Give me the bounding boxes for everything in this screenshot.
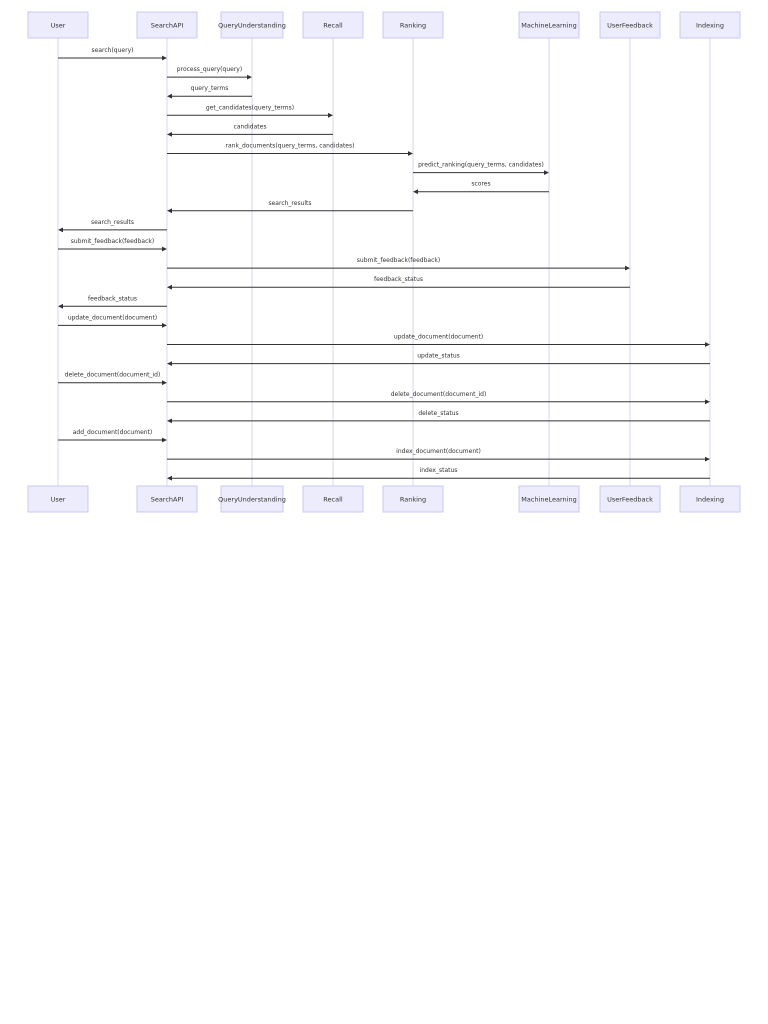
message-4	[167, 104, 333, 117]
message-19	[167, 391, 710, 404]
participant-label: User	[50, 495, 66, 504]
participant-indexing-top	[680, 12, 740, 38]
message-arrowhead	[167, 132, 172, 137]
message-11	[58, 238, 167, 251]
message-15	[58, 314, 167, 327]
participant-user-bottom	[28, 486, 88, 512]
message-label: submit_feedback(feedback)	[70, 238, 155, 245]
participant-user-top	[28, 12, 88, 38]
message-arrowhead	[247, 75, 252, 80]
participant-machinelearning-top	[519, 12, 579, 38]
participant-label: Ranking	[399, 495, 427, 504]
message-arrowhead	[408, 151, 413, 156]
message-18	[58, 372, 167, 385]
message-label: index_document(document)	[396, 448, 481, 456]
message-arrowhead	[58, 304, 63, 309]
message-arrowhead	[167, 94, 172, 99]
message-label: submit_feedback(feedback)	[356, 257, 441, 265]
participant-machinelearning-bottom	[519, 486, 579, 512]
participant-searchapi-top	[137, 12, 197, 38]
messages	[58, 47, 710, 481]
participant-userfeedback-bottom	[600, 486, 660, 512]
participant-searchapi-bottom	[137, 486, 197, 512]
participant-label: Indexing	[696, 495, 724, 504]
participant-label: UserFeedback	[607, 21, 653, 30]
message-label: delete_document(document_id)	[64, 371, 161, 379]
message-2	[167, 66, 252, 79]
message-label: search_results	[90, 218, 135, 226]
participant-indexing-bottom	[680, 486, 740, 512]
message-arrowhead	[413, 189, 418, 194]
message-23	[167, 467, 710, 480]
participant-label: UserFeedback	[607, 495, 653, 504]
message-6	[167, 143, 413, 156]
message-arrowhead	[625, 266, 630, 271]
message-label: feedback_status	[374, 276, 423, 284]
participant-label: User	[50, 21, 66, 30]
message-label: candidates	[233, 123, 267, 131]
participant-label: QueryUnderstanding	[218, 21, 286, 30]
message-label: rank_documents(query_terms, candidates)	[225, 142, 355, 150]
participant-userfeedback-top	[600, 12, 660, 38]
message-arrowhead	[167, 419, 172, 424]
participant-ranking-top	[383, 12, 443, 38]
message-label: process_query(query)	[176, 66, 243, 74]
message-20	[167, 410, 710, 423]
message-label: index_status	[419, 467, 458, 475]
message-17	[167, 353, 710, 366]
participant-queryunderstanding-bottom	[218, 486, 286, 512]
participant-queryunderstanding-top	[218, 12, 286, 38]
message-14	[58, 295, 167, 308]
participant-label: MachineLearning	[521, 495, 577, 504]
message-10	[58, 219, 167, 232]
participant-label: Indexing	[696, 21, 724, 30]
message-arrowhead	[167, 208, 172, 213]
message-8	[413, 181, 549, 194]
message-label: query_terms	[190, 85, 229, 93]
participant-label: SearchAPI	[150, 21, 184, 30]
participant-label: QueryUnderstanding	[218, 495, 286, 504]
message-21	[58, 429, 167, 442]
message-label: update_document(document)	[393, 333, 484, 341]
participant-label: Recall	[323, 495, 343, 504]
message-9	[167, 200, 413, 213]
message-label: delete_status	[418, 409, 459, 417]
message-arrowhead	[162, 438, 167, 443]
message-arrowhead	[162, 380, 167, 385]
participant-recall-top	[303, 12, 363, 38]
message-label: feedback_status	[88, 295, 137, 303]
message-arrowhead	[328, 113, 333, 118]
message-arrowhead	[705, 342, 710, 347]
message-label: add_document(document)	[72, 429, 153, 436]
message-arrowhead	[167, 285, 172, 290]
participant-label: MachineLearning	[521, 21, 577, 30]
message-3	[167, 85, 252, 98]
message-1	[58, 47, 167, 60]
message-arrowhead	[167, 361, 172, 366]
message-arrowhead	[705, 457, 710, 462]
participant-label: Ranking	[399, 21, 427, 30]
participant-ranking-bottom	[383, 486, 443, 512]
participant-recall-bottom	[303, 486, 363, 512]
message-arrowhead	[544, 170, 549, 175]
message-22	[167, 448, 710, 461]
participant-label: SearchAPI	[150, 495, 184, 504]
message-label: get_candidates(query_terms)	[205, 104, 295, 112]
message-16	[167, 334, 710, 347]
message-label: update_status	[417, 352, 460, 360]
message-arrowhead	[162, 247, 167, 252]
message-arrowhead	[58, 228, 63, 233]
message-label: delete_document(document_id)	[390, 390, 487, 398]
participants-top	[28, 12, 740, 38]
message-label: search(query)	[91, 47, 134, 54]
participant-label: Recall	[323, 21, 343, 30]
message-label: search_results	[268, 199, 312, 207]
message-arrowhead	[705, 399, 710, 404]
message-5	[167, 123, 333, 136]
message-7	[413, 162, 549, 175]
message-12	[167, 257, 630, 270]
message-arrowhead	[162, 56, 167, 61]
participants-bottom	[28, 486, 740, 512]
message-label: update_document(document)	[67, 314, 158, 322]
message-13	[167, 276, 630, 289]
message-label: predict_ranking(query_terms, candidates)	[418, 161, 544, 169]
message-arrowhead	[162, 323, 167, 328]
message-label: scores	[471, 180, 491, 188]
message-arrowhead	[167, 476, 172, 481]
